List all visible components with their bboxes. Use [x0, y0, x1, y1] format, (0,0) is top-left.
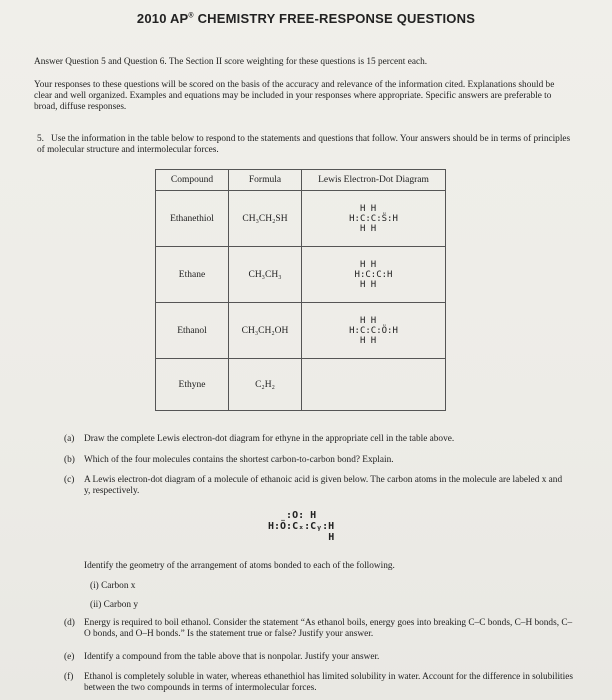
compound-cell: Ethane	[156, 247, 229, 303]
part-c-i: (i) Carbon x	[90, 581, 136, 591]
ethanoic-line: :O: H	[268, 510, 317, 521]
table-header-row	[156, 170, 446, 191]
part-a	[64, 434, 584, 445]
ethanoic-line: H	[268, 532, 335, 543]
part-c-ii: (ii) Carbon y	[90, 600, 139, 610]
compound-table	[155, 169, 446, 411]
lewis-diagram	[349, 204, 398, 234]
lewis-line: H H	[349, 315, 377, 326]
question-5-number: 5.	[37, 134, 44, 144]
part-b	[64, 455, 584, 466]
formula-cell: C₂H₂	[229, 359, 302, 411]
formula-cell: CH₃CH₃	[229, 247, 302, 303]
part-c-followup: Identify the geometry of the arrangement of atoms bonded to each of the following.	[84, 561, 395, 571]
lewis-line: H H	[349, 223, 377, 234]
part-d-label: (d)	[64, 618, 75, 628]
lewis-line: H H	[349, 203, 377, 214]
title-rest: CHEMISTRY FREE-RESPONSE QUESTIONS	[197, 11, 476, 26]
ethanoic-line: H:Ö:Cₓ:Cᵧ:H	[268, 521, 335, 532]
question-5	[37, 134, 577, 156]
header-formula: Formula	[229, 170, 302, 191]
lewis-cell	[302, 247, 446, 303]
table-row	[156, 303, 446, 359]
formula-cell: CH₃CH₂SH	[229, 191, 302, 247]
part-e-label: (e)	[64, 652, 75, 662]
compound-cell: Ethyne	[156, 359, 229, 411]
lewis-cell	[302, 191, 446, 247]
part-f	[64, 672, 574, 694]
part-e-text: Identify a compound from the table above that is nonpolar. Justify your answer.	[84, 652, 380, 662]
page-title	[0, 11, 612, 26]
table-row	[156, 359, 446, 411]
lewis-line: H:C:C:H	[354, 269, 393, 280]
table-row	[156, 191, 446, 247]
lewis-line: H H	[354, 279, 377, 290]
table-row	[156, 247, 446, 303]
part-d	[64, 618, 574, 640]
header-lewis: Lewis Electron-Dot Diagram	[302, 170, 446, 191]
lewis-cell-empty	[302, 359, 446, 411]
lewis-cell	[302, 303, 446, 359]
part-f-label: (f)	[64, 672, 74, 682]
title-registered-mark: ®	[188, 12, 194, 20]
lewis-diagram	[349, 316, 398, 346]
lewis-diagram	[355, 260, 393, 290]
header-compound: Compound	[156, 170, 229, 191]
part-b-label: (b)	[64, 455, 75, 465]
part-f-text: Ethanol is completely soluble in water, whereas ethanethiol has limited solubility in water. Account for the difference in solubilities between the two compounds in terms of intermolecular forces.	[84, 672, 573, 693]
formula-cell: CH₃CH₂OH	[229, 303, 302, 359]
lewis-line: H:C:C:S̈:H	[349, 213, 398, 224]
part-a-text: Draw the complete Lewis electron-dot diagram for ethyne in the appropriate cell in the table above.	[84, 434, 455, 444]
lewis-line: H H	[349, 335, 377, 346]
title-prefix: 2010 AP	[136, 11, 189, 26]
lewis-line: H H	[354, 259, 377, 270]
ethanoic-acid-diagram	[268, 510, 334, 543]
lewis-line: H:C:C:Ö:H	[349, 325, 398, 336]
part-c-label: (c)	[64, 475, 75, 485]
compound-cell: Ethanethiol	[156, 191, 229, 247]
part-c	[64, 475, 564, 497]
part-c-text: A Lewis electron-dot diagram of a molecule of ethanoic acid is given below. The carbon atoms in the molecule are labeled x and y, respectively.	[84, 475, 563, 496]
question-5-text: Use the information in the table below to respond to the statements and questions that follow. Your answers should be in terms of principles of molecular structure and intermolecular forces.	[37, 134, 571, 155]
compound-cell: Ethanol	[156, 303, 229, 359]
intro-line-1: Answer Question 5 and Question 6. The Section II score weighting for these questions is 15 percent each.	[34, 57, 428, 67]
part-d-text: Energy is required to boil ethanol. Consider the statement “As ethanol boils, energy goes into breaking C–C bonds, C–H bonds, C–O bonds, and O–H bonds.” Is the statement true or false? Justify your answer.	[84, 618, 573, 639]
intro-instructions: Your responses to these questions will be scored on the basis of the accuracy and relevance of the information cited. Explanations should be clear and well organized. Examples and equations may be included in your responses where appropriate. Specific answers are preferable to broad, diffuse responses.	[34, 80, 555, 112]
part-e	[64, 652, 584, 663]
part-b-text: Which of the four molecules contains the shortest carbon-to-carbon bond? Explain.	[84, 455, 394, 465]
part-a-label: (a)	[64, 434, 75, 444]
